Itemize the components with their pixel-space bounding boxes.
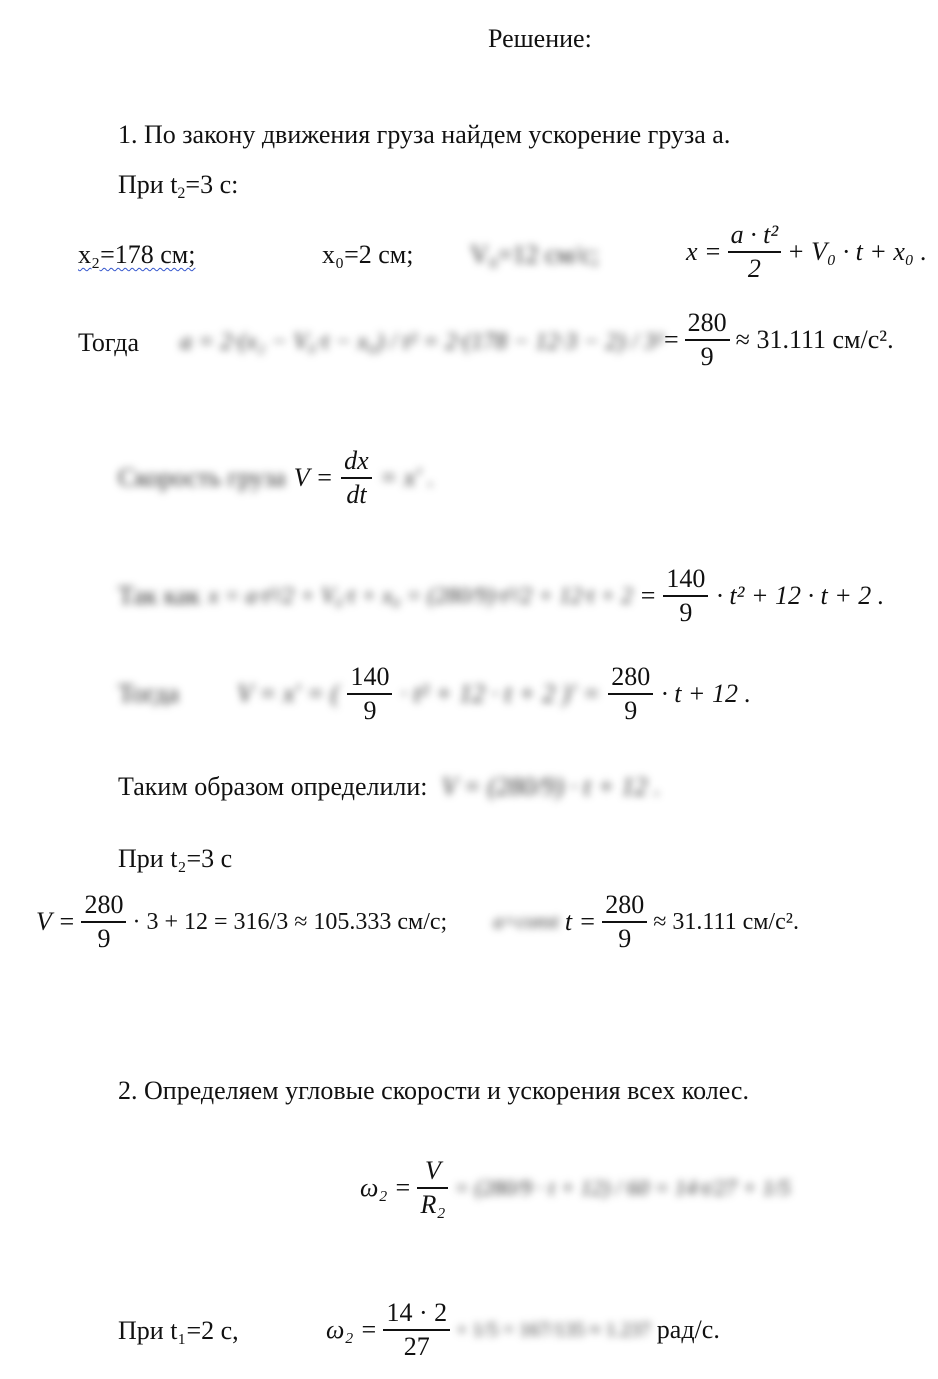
- given-x2: x₂=178 см;: [78, 240, 196, 269]
- time-condition-line-2: При t₂=3 с: [118, 844, 233, 873]
- angular-velocity-formula: ω₂ = $\frac{V}{\text{R₂}}$ = (280/9 · t + 12) / 60 = 14·t/27 + 1/5: [360, 1156, 791, 1219]
- accel-label: Тогда: [78, 328, 140, 357]
- velocity-derivation: Тогда V = x′ = ( $\frac{140}{9}$ · t² + 12 · t + 2 )′ = $\frac{280}{9}$ · t + 12 .: [118, 662, 751, 725]
- accel-derivation: a = 2·(x₂ − V₀·t − x₀) / t² = 2·(178 − 12·3 − 2) / 3²: [180, 329, 664, 355]
- t1-label: При t₁=2 с,: [118, 1316, 239, 1345]
- step-2-heading: 2. Определяем угловые скорости и ускорения всех колес.: [118, 1076, 749, 1105]
- position-expansion: Так как x = a·t²/2 + V₀·t + x₀ = (280/9)·t²/2 + 12·t + 2 = $\frac{140}{9}$ · t² + 12 · t + 2 .: [118, 564, 885, 627]
- accel-result: = $\frac{280}{9}$ ≈ 31.111 см/с².: [664, 308, 894, 371]
- given-v0: V₀=12 см/с;: [470, 240, 599, 269]
- motion-law-formula: x = $\frac{\text{a · t²}}{2}$ + V₀ · t + x₀ .: [686, 220, 927, 283]
- velocity-definition: Скорость груза V = $\frac{dx}{dt}$ = x′ .: [118, 446, 434, 509]
- given-x0: x₀=2 см;: [322, 240, 414, 269]
- time-condition-line: При $t_2=3$ с:: [118, 170, 239, 202]
- angular-velocity-value: ω₂ = $\frac{14 \cdot 2}{27}$ + 1/5 = 167/135 ≈ 1.237 рад/с.: [326, 1298, 720, 1361]
- page-title: Решение:: [488, 24, 592, 53]
- velocity-law-result: Таким образом определили: V = (280/9) · t + 12 .: [118, 772, 661, 801]
- velocity-value-line: V = $\frac{280}{9}$ · 3 + 12 = 316/3 ≈ 105.333 см/с; a=const t = $\frac{280}{9}$ ≈ 31.111 см/с².: [36, 890, 799, 953]
- step-1-heading: 1. По закону движения груза найдем ускорение груза а.: [118, 120, 731, 149]
